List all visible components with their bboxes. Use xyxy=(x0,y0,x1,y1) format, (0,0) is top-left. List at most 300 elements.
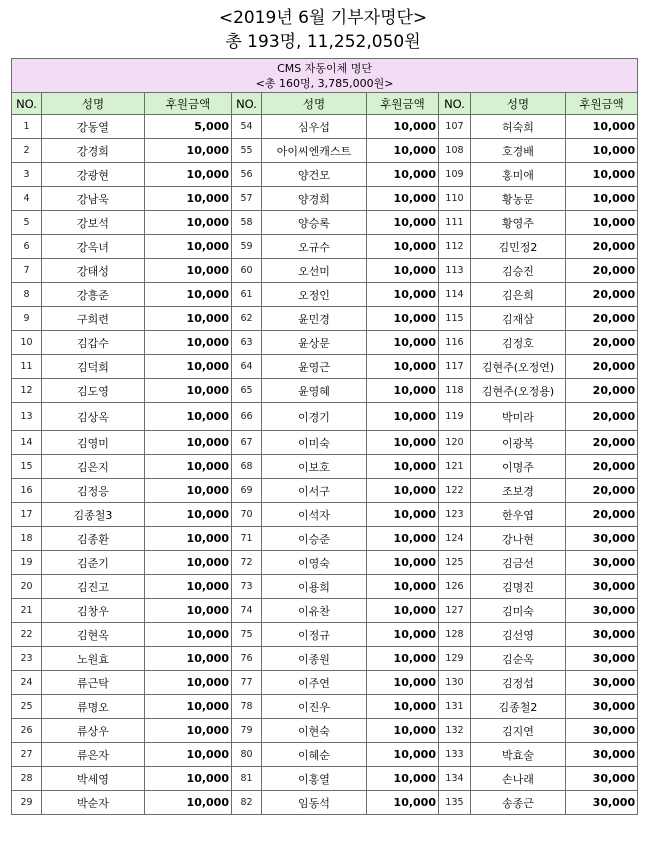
donation-amount: 10,000 xyxy=(367,235,439,259)
donor-name: 이석자 xyxy=(262,503,367,527)
donor-number: 29 xyxy=(12,791,42,815)
donor-number: 3 xyxy=(12,163,42,187)
donor-name: 김도영 xyxy=(42,379,145,403)
donor-name: 류은자 xyxy=(42,743,145,767)
donation-amount: 10,000 xyxy=(145,403,232,431)
donation-amount: 10,000 xyxy=(367,115,439,139)
table-row xyxy=(12,695,638,719)
donor-number: 119 xyxy=(439,403,471,431)
donation-amount: 10,000 xyxy=(367,355,439,379)
donor-number: 132 xyxy=(439,719,471,743)
donor-name: 오정인 xyxy=(262,283,367,307)
donation-amount: 10,000 xyxy=(145,259,232,283)
donor-number: 122 xyxy=(439,479,471,503)
donor-name: 강보석 xyxy=(42,211,145,235)
donor-number: 14 xyxy=(12,431,42,455)
donor-name: 아이씨엔캐스트 xyxy=(262,139,367,163)
donor-number: 81 xyxy=(232,767,262,791)
donor-number: 107 xyxy=(439,115,471,139)
donor-name: 강남욱 xyxy=(42,187,145,211)
donor-number: 65 xyxy=(232,379,262,403)
donor-name: 김정섭 xyxy=(471,671,566,695)
donation-amount: 10,000 xyxy=(367,431,439,455)
donor-name: 류명오 xyxy=(42,695,145,719)
donation-amount: 10,000 xyxy=(367,623,439,647)
donation-amount: 10,000 xyxy=(367,259,439,283)
donation-amount: 10,000 xyxy=(145,671,232,695)
donation-amount: 10,000 xyxy=(367,695,439,719)
donor-number: 108 xyxy=(439,139,471,163)
donation-amount: 10,000 xyxy=(566,139,638,163)
donor-name: 이현숙 xyxy=(262,719,367,743)
donor-name: 강동열 xyxy=(42,115,145,139)
donor-number: 76 xyxy=(232,647,262,671)
table-row xyxy=(12,791,638,815)
donor-rows xyxy=(12,115,638,815)
donor-number: 24 xyxy=(12,671,42,695)
donor-number: 18 xyxy=(12,527,42,551)
donor-number: 7 xyxy=(12,259,42,283)
donation-amount: 10,000 xyxy=(367,671,439,695)
donation-amount: 10,000 xyxy=(367,139,439,163)
donation-amount: 30,000 xyxy=(566,743,638,767)
table-row xyxy=(12,355,638,379)
donor-name: 오규수 xyxy=(262,235,367,259)
donation-amount: 10,000 xyxy=(145,455,232,479)
donor-number: 131 xyxy=(439,695,471,719)
donor-number: 117 xyxy=(439,355,471,379)
donation-amount: 20,000 xyxy=(566,355,638,379)
donor-number: 126 xyxy=(439,575,471,599)
donor-number: 6 xyxy=(12,235,42,259)
column-header-amount: 후원금액 xyxy=(367,93,439,115)
donor-name: 김지연 xyxy=(471,719,566,743)
donor-number: 13 xyxy=(12,403,42,431)
donation-amount: 10,000 xyxy=(145,331,232,355)
donation-amount: 30,000 xyxy=(566,599,638,623)
table-row xyxy=(12,647,638,671)
column-header-name: 성명 xyxy=(471,93,566,115)
donation-amount: 10,000 xyxy=(367,647,439,671)
donation-amount: 30,000 xyxy=(566,647,638,671)
table-row xyxy=(12,551,638,575)
donor-number: 27 xyxy=(12,743,42,767)
donation-amount: 5,000 xyxy=(145,115,232,139)
donor-name: 강나현 xyxy=(471,527,566,551)
donor-name: 이혜순 xyxy=(262,743,367,767)
donation-amount: 10,000 xyxy=(566,115,638,139)
donation-amount: 10,000 xyxy=(145,431,232,455)
table-row xyxy=(12,455,638,479)
donor-name: 김명진 xyxy=(471,575,566,599)
donor-number: 74 xyxy=(232,599,262,623)
donation-amount: 10,000 xyxy=(145,163,232,187)
donor-name: 노원효 xyxy=(42,647,145,671)
donor-number: 73 xyxy=(232,575,262,599)
table-row xyxy=(12,503,638,527)
donation-amount: 10,000 xyxy=(367,331,439,355)
donation-amount: 20,000 xyxy=(566,379,638,403)
column-header-name: 성명 xyxy=(42,93,145,115)
donor-number: 71 xyxy=(232,527,262,551)
donation-amount: 10,000 xyxy=(145,139,232,163)
donor-number: 15 xyxy=(12,455,42,479)
donor-name: 이서구 xyxy=(262,479,367,503)
donation-amount: 10,000 xyxy=(367,791,439,815)
donation-amount: 10,000 xyxy=(566,211,638,235)
donor-number: 130 xyxy=(439,671,471,695)
donation-amount: 10,000 xyxy=(145,187,232,211)
donor-name: 이주연 xyxy=(262,671,367,695)
section-subtitle: <총 160명, 3,785,000원> xyxy=(255,76,394,90)
donor-name: 이정규 xyxy=(262,623,367,647)
donor-name: 이홍열 xyxy=(262,767,367,791)
donor-number: 58 xyxy=(232,211,262,235)
donor-number: 23 xyxy=(12,647,42,671)
donor-name: 김갑수 xyxy=(42,331,145,355)
donor-number: 25 xyxy=(12,695,42,719)
donor-number: 1 xyxy=(12,115,42,139)
donor-number: 68 xyxy=(232,455,262,479)
donation-amount: 30,000 xyxy=(566,695,638,719)
donor-name: 김진고 xyxy=(42,575,145,599)
donor-name: 양건모 xyxy=(262,163,367,187)
table-row xyxy=(12,259,638,283)
donor-number: 22 xyxy=(12,623,42,647)
donor-number: 124 xyxy=(439,527,471,551)
donor-name: 김정호 xyxy=(471,331,566,355)
donor-name: 이보호 xyxy=(262,455,367,479)
column-header-row xyxy=(12,93,638,115)
donor-number: 80 xyxy=(232,743,262,767)
donation-amount: 10,000 xyxy=(367,283,439,307)
donation-amount: 20,000 xyxy=(566,283,638,307)
donor-number: 113 xyxy=(439,259,471,283)
donation-amount: 20,000 xyxy=(566,403,638,431)
donor-name: 이용희 xyxy=(262,575,367,599)
donation-amount: 30,000 xyxy=(566,671,638,695)
donor-name: 이미숙 xyxy=(262,431,367,455)
table-row xyxy=(12,743,638,767)
donor-number: 79 xyxy=(232,719,262,743)
donor-name: 강경희 xyxy=(42,139,145,163)
donor-number: 9 xyxy=(12,307,42,331)
donor-name: 강흥준 xyxy=(42,283,145,307)
donation-amount: 10,000 xyxy=(367,307,439,331)
donation-amount: 10,000 xyxy=(566,187,638,211)
donor-name: 김종철2 xyxy=(471,695,566,719)
donation-amount: 10,000 xyxy=(145,575,232,599)
donation-amount: 30,000 xyxy=(566,719,638,743)
donor-name: 오선미 xyxy=(262,259,367,283)
donor-name: 한우엽 xyxy=(471,503,566,527)
donation-amount: 10,000 xyxy=(367,455,439,479)
donor-number: 118 xyxy=(439,379,471,403)
donor-number: 116 xyxy=(439,331,471,355)
donation-amount: 10,000 xyxy=(145,235,232,259)
donor-name: 윤영근 xyxy=(262,355,367,379)
column-header-no: NO. xyxy=(439,93,471,115)
donor-name: 강광현 xyxy=(42,163,145,187)
donation-amount: 10,000 xyxy=(367,403,439,431)
donor-name: 이경기 xyxy=(262,403,367,431)
donor-name: 이명주 xyxy=(471,455,566,479)
donor-name: 김현주(오정연) xyxy=(471,355,566,379)
donor-number: 4 xyxy=(12,187,42,211)
donor-name: 황농문 xyxy=(471,187,566,211)
donor-number: 111 xyxy=(439,211,471,235)
donation-amount: 10,000 xyxy=(367,163,439,187)
donor-number: 120 xyxy=(439,431,471,455)
donor-name: 이진우 xyxy=(262,695,367,719)
table-row xyxy=(12,599,638,623)
donor-number: 129 xyxy=(439,647,471,671)
donation-summary: 총 193명, 11,252,050원 xyxy=(225,32,421,52)
donation-amount: 20,000 xyxy=(566,331,638,355)
donor-number: 28 xyxy=(12,767,42,791)
donor-number: 17 xyxy=(12,503,42,527)
donation-amount: 20,000 xyxy=(566,479,638,503)
donation-amount: 10,000 xyxy=(145,767,232,791)
donor-name: 김민정2 xyxy=(471,235,566,259)
donor-number: 127 xyxy=(439,599,471,623)
table-row xyxy=(12,719,638,743)
donor-number: 75 xyxy=(232,623,262,647)
donation-amount: 10,000 xyxy=(145,527,232,551)
donation-amount: 10,000 xyxy=(367,503,439,527)
donor-number: 8 xyxy=(12,283,42,307)
donor-name: 구희련 xyxy=(42,307,145,331)
donor-number: 63 xyxy=(232,331,262,355)
donation-amount: 10,000 xyxy=(145,743,232,767)
donation-amount: 10,000 xyxy=(145,599,232,623)
donor-number: 134 xyxy=(439,767,471,791)
donor-number: 19 xyxy=(12,551,42,575)
donor-name: 허숙희 xyxy=(471,115,566,139)
donation-amount: 10,000 xyxy=(367,187,439,211)
donor-name: 윤영혜 xyxy=(262,379,367,403)
table-row xyxy=(12,527,638,551)
donation-amount: 10,000 xyxy=(367,575,439,599)
column-header-amount: 후원금액 xyxy=(566,93,638,115)
table-row xyxy=(12,671,638,695)
donation-amount: 10,000 xyxy=(367,527,439,551)
donation-amount: 10,000 xyxy=(145,647,232,671)
donation-amount: 10,000 xyxy=(145,551,232,575)
donor-number: 70 xyxy=(232,503,262,527)
donor-number: 78 xyxy=(232,695,262,719)
donor-number: 135 xyxy=(439,791,471,815)
donor-name: 김종철3 xyxy=(42,503,145,527)
donation-amount: 30,000 xyxy=(566,575,638,599)
donor-number: 12 xyxy=(12,379,42,403)
donation-amount: 10,000 xyxy=(145,695,232,719)
donor-name: 김현주(오정용) xyxy=(471,379,566,403)
donation-amount: 10,000 xyxy=(145,283,232,307)
column-header-no: NO. xyxy=(232,93,262,115)
table-row xyxy=(12,331,638,355)
donation-amount: 30,000 xyxy=(566,623,638,647)
table-row xyxy=(12,139,638,163)
donor-name: 김현옥 xyxy=(42,623,145,647)
donation-amount: 10,000 xyxy=(367,379,439,403)
donation-amount: 10,000 xyxy=(367,719,439,743)
donor-name: 이유찬 xyxy=(262,599,367,623)
donation-amount: 10,000 xyxy=(367,211,439,235)
donor-name: 김승진 xyxy=(471,259,566,283)
donor-number: 128 xyxy=(439,623,471,647)
donor-name: 박순자 xyxy=(42,791,145,815)
donation-amount: 10,000 xyxy=(367,551,439,575)
donor-number: 11 xyxy=(12,355,42,379)
donor-number: 55 xyxy=(232,139,262,163)
donor-name: 김선영 xyxy=(471,623,566,647)
donor-name: 김순옥 xyxy=(471,647,566,671)
table-row xyxy=(12,115,638,139)
donor-name: 윤상문 xyxy=(262,331,367,355)
donor-number: 123 xyxy=(439,503,471,527)
donor-number: 62 xyxy=(232,307,262,331)
table-row xyxy=(12,575,638,599)
table-row xyxy=(12,307,638,331)
donor-number: 112 xyxy=(439,235,471,259)
column-header-no: NO. xyxy=(12,93,42,115)
donor-name: 조보경 xyxy=(471,479,566,503)
donor-number: 69 xyxy=(232,479,262,503)
donor-number: 67 xyxy=(232,431,262,455)
donor-name: 이종원 xyxy=(262,647,367,671)
donor-name: 손나래 xyxy=(471,767,566,791)
donor-number: 20 xyxy=(12,575,42,599)
donation-amount: 10,000 xyxy=(367,599,439,623)
donor-number: 56 xyxy=(232,163,262,187)
table-row xyxy=(12,163,638,187)
donor-name: 양경희 xyxy=(262,187,367,211)
donor-name: 송종근 xyxy=(471,791,566,815)
donor-number: 59 xyxy=(232,235,262,259)
page-title: <2019년 6월 기부자명단> xyxy=(218,8,428,28)
donation-amount: 10,000 xyxy=(145,623,232,647)
donation-amount: 20,000 xyxy=(566,503,638,527)
donor-name: 양승록 xyxy=(262,211,367,235)
donor-number: 110 xyxy=(439,187,471,211)
donor-number: 54 xyxy=(232,115,262,139)
table-row xyxy=(12,479,638,503)
donation-amount: 20,000 xyxy=(566,307,638,331)
donation-amount: 10,000 xyxy=(145,503,232,527)
donation-amount: 30,000 xyxy=(566,527,638,551)
donor-name: 김준기 xyxy=(42,551,145,575)
donor-name: 홍미애 xyxy=(471,163,566,187)
donor-name: 김은희 xyxy=(471,283,566,307)
table-row xyxy=(12,403,638,431)
donor-name: 이승준 xyxy=(262,527,367,551)
donor-number: 10 xyxy=(12,331,42,355)
donor-name: 김정응 xyxy=(42,479,145,503)
donation-amount: 10,000 xyxy=(145,307,232,331)
document-header xyxy=(0,0,646,52)
donation-amount: 10,000 xyxy=(145,379,232,403)
donor-name: 심우섭 xyxy=(262,115,367,139)
donor-number: 5 xyxy=(12,211,42,235)
section-header xyxy=(12,59,638,93)
table-row xyxy=(12,431,638,455)
donation-amount: 10,000 xyxy=(145,479,232,503)
donor-number: 77 xyxy=(232,671,262,695)
donor-number: 26 xyxy=(12,719,42,743)
donor-name: 황영주 xyxy=(471,211,566,235)
donor-number: 60 xyxy=(232,259,262,283)
donor-name: 이광복 xyxy=(471,431,566,455)
donation-amount: 10,000 xyxy=(145,719,232,743)
donor-name: 김상옥 xyxy=(42,403,145,431)
column-header-name: 성명 xyxy=(262,93,367,115)
donation-amount: 30,000 xyxy=(566,551,638,575)
donor-name: 박효술 xyxy=(471,743,566,767)
donor-name: 김종환 xyxy=(42,527,145,551)
donor-name: 김덕희 xyxy=(42,355,145,379)
donor-number: 133 xyxy=(439,743,471,767)
donor-name: 박미라 xyxy=(471,403,566,431)
donor-name: 김영미 xyxy=(42,431,145,455)
section-header-row xyxy=(12,59,638,93)
donation-amount: 30,000 xyxy=(566,791,638,815)
donation-amount: 10,000 xyxy=(367,479,439,503)
donor-name: 류근탁 xyxy=(42,671,145,695)
donation-amount: 10,000 xyxy=(145,355,232,379)
donation-amount: 10,000 xyxy=(367,743,439,767)
donor-name: 김금선 xyxy=(471,551,566,575)
donor-number: 21 xyxy=(12,599,42,623)
table-row xyxy=(12,623,638,647)
donor-number: 64 xyxy=(232,355,262,379)
donor-number: 82 xyxy=(232,791,262,815)
donor-name: 강태성 xyxy=(42,259,145,283)
table-row xyxy=(12,767,638,791)
donor-number: 61 xyxy=(232,283,262,307)
donation-amount: 10,000 xyxy=(145,791,232,815)
donation-amount: 10,000 xyxy=(367,767,439,791)
donor-name: 박세영 xyxy=(42,767,145,791)
donation-amount: 20,000 xyxy=(566,235,638,259)
table-row xyxy=(12,235,638,259)
table-row xyxy=(12,211,638,235)
donation-amount: 30,000 xyxy=(566,767,638,791)
donation-amount: 20,000 xyxy=(566,431,638,455)
section-title: CMS 자동이체 명단 xyxy=(277,61,373,75)
column-header-amount: 후원금액 xyxy=(145,93,232,115)
donor-number: 115 xyxy=(439,307,471,331)
donor-name: 이영숙 xyxy=(262,551,367,575)
table-row xyxy=(12,283,638,307)
donor-number: 16 xyxy=(12,479,42,503)
donor-number: 121 xyxy=(439,455,471,479)
donor-number: 57 xyxy=(232,187,262,211)
donor-name: 김창우 xyxy=(42,599,145,623)
donation-amount: 20,000 xyxy=(566,259,638,283)
donor-name: 김미숙 xyxy=(471,599,566,623)
donor-table xyxy=(11,58,638,815)
table-row xyxy=(12,379,638,403)
donor-name: 호경배 xyxy=(471,139,566,163)
donor-number: 109 xyxy=(439,163,471,187)
donor-name: 강옥녀 xyxy=(42,235,145,259)
donation-amount: 10,000 xyxy=(145,211,232,235)
donor-name: 김재삼 xyxy=(471,307,566,331)
donor-number: 66 xyxy=(232,403,262,431)
donor-name: 임동석 xyxy=(262,791,367,815)
donation-amount: 10,000 xyxy=(566,163,638,187)
